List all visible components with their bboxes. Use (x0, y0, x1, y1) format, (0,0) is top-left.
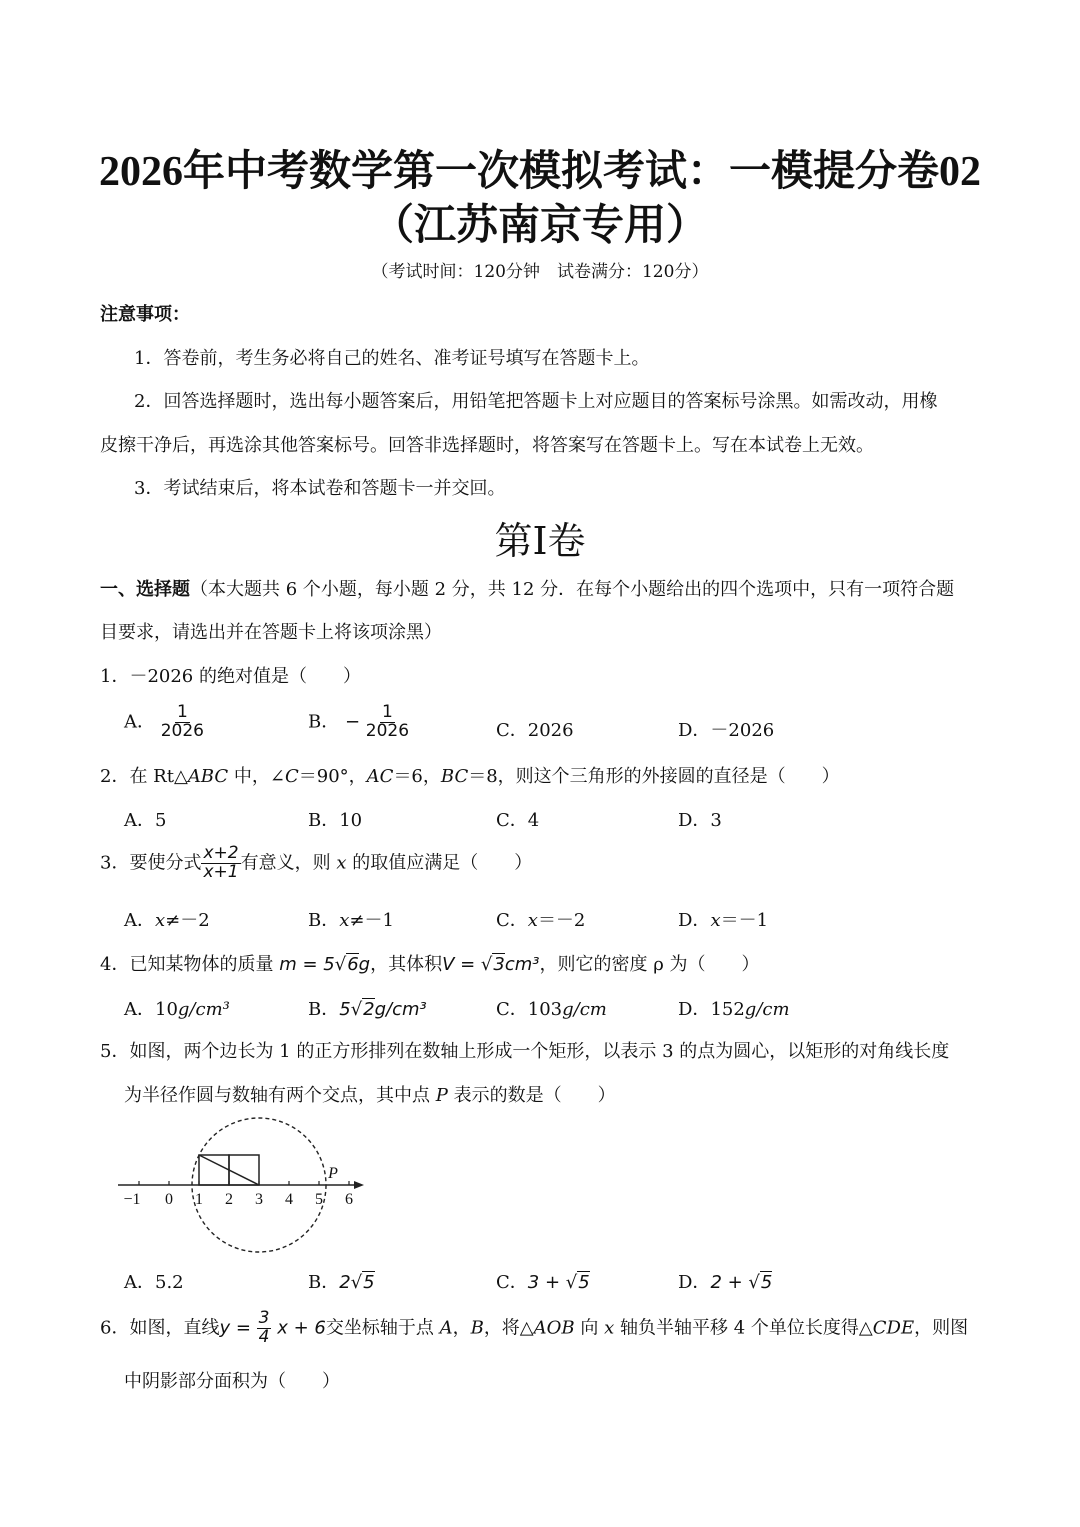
axis-label: −1 (123, 1191, 141, 1208)
q1-option-d: D．－2026 (678, 720, 775, 741)
minus-sign: − (344, 711, 361, 733)
axis-label: 2 (225, 1191, 233, 1208)
number-line-figure (110, 1110, 380, 1255)
exam-title-line1: 2026年中考数学第一次模拟考试：一模提分卷02 (98, 149, 981, 195)
q2-option-a: A．5 (124, 810, 167, 831)
q5-option-a: A．5.2 (124, 1272, 184, 1293)
q4-option-d: D．152g/cm (678, 999, 790, 1020)
q6-stem-line1: 6．如图，直线y = $\frac{3}{4}$ x + 6交坐标轴于点 A，B，将△AOB 向 x 轴负半轴平移 4 个单位长度得△CDE，则图 (100, 1308, 969, 1347)
notice-item-3: 3．考试结束后，将本试卷和答题卡一并交回。 (134, 478, 506, 499)
fraction: $\frac{x+2}{x+1}$ (203, 843, 239, 882)
q5-option-c: C．3 + √5 (496, 1272, 590, 1293)
fraction: $\frac{3}{4}$ (258, 1308, 270, 1347)
q4-option-c: C．103g/cm (496, 999, 607, 1020)
axis-arrow (354, 1181, 364, 1189)
q3-option-d: D．x＝－1 (678, 910, 769, 931)
q3-option-a: A．x≠－2 (124, 910, 210, 931)
fraction: $\frac{1}{2026}$ (160, 702, 204, 741)
part-heading: 一、选择题 (100, 579, 190, 600)
section-title: 第I卷 (494, 519, 586, 563)
axis-label: 0 (165, 1191, 173, 1208)
option-label: A． (124, 711, 155, 733)
exam-title-line2: （江苏南京专用） (371, 203, 708, 249)
notice-item-1: 1．答卷前，考生务必将自己的姓名、准考证号填写在答题卡上。 (134, 348, 650, 369)
notice-item-2: 2．回答选择题时，选出每小题答案后，用铅笔把答题卡上对应题目的答案标号涂黑。如需改动，用橡 (134, 391, 938, 412)
q2-option-c: C．4 (496, 810, 540, 831)
exam-info: （考试时间：120分钟 试卷满分：120分） (371, 262, 709, 282)
q4-option-a: A．10g/cm³ (124, 999, 230, 1020)
square-1 (199, 1155, 229, 1185)
q3-option-c: C．x＝－2 (496, 910, 586, 931)
part-desc-cont: 目要求，请选出并在答题卡上将该项涂黑） (100, 622, 442, 643)
option-label: B． (308, 711, 340, 733)
q1-option-b (308, 704, 409, 741)
part-heading-line (100, 575, 954, 601)
q3-stem: 3．要使分式 $\frac{x+2}{x+1}$ 有意义，则 x 的取值应满足（ ） (100, 843, 533, 882)
q2-stem: 2．在 Rt△ABC 中，∠C＝90°，AC＝6，BC＝8，则这个三角形的外接圆的直径是（ ） (100, 766, 840, 787)
axis-label: 5 (315, 1191, 323, 1208)
notice-item-2-cont: 皮擦干净后，再选涂其他答案标号。回答非选择题时，将答案写在答题卡上。写在本试卷上无效。 (100, 435, 874, 456)
notice-heading: 注意事项： (100, 304, 190, 325)
axis-label: 4 (285, 1191, 293, 1208)
q3-option-b: B．x≠－1 (308, 910, 394, 931)
axis-label: 6 (345, 1191, 353, 1208)
q1-option-c: C．2026 (496, 720, 574, 741)
q6-stem-line2: 中阴影部分面积为（ ） (124, 1371, 340, 1392)
axis-label: 3 (255, 1191, 263, 1208)
mass-expr: m = 5√6g (279, 954, 371, 975)
part-desc: （本大题共 6 个小题，每小题 2 分，共 12 分．在每个小题给出的四个选项中，只有一项符合题 (190, 579, 955, 600)
q2-option-b: B．10 (308, 810, 363, 831)
q5-stem-line1: 5．如图，两个边长为 1 的正方形排列在数轴上形成一个矩形，以表示 3 的点为圆心，以矩形的对角线长度 (100, 1041, 950, 1062)
point-p-label: P (328, 1165, 338, 1182)
q4-option-b: B．5√2g/cm³ (308, 999, 427, 1020)
q5-option-d: D．2 + √5 (678, 1272, 773, 1293)
q5-option-b: B．2√5 (308, 1272, 375, 1293)
square-2 (229, 1155, 259, 1185)
q1-option-a (124, 704, 204, 741)
q5-stem-line2: 为半径作圆与数轴有两个交点，其中点 P 表示的数是（ ） (124, 1085, 616, 1106)
q4-stem: 4．已知某物体的质量 m = 5√6g，其体积V = √3cm³，则它的密度 ρ 为（ ） (100, 954, 760, 975)
q1-stem: 1．－2026 的绝对值是（ ） (100, 666, 361, 687)
fraction: $\frac{1}{2026}$ (365, 702, 410, 741)
axis-label: 1 (195, 1191, 203, 1208)
volume-expr: V = √3cm³ (442, 954, 540, 975)
q2-option-d: D．3 (678, 810, 722, 831)
